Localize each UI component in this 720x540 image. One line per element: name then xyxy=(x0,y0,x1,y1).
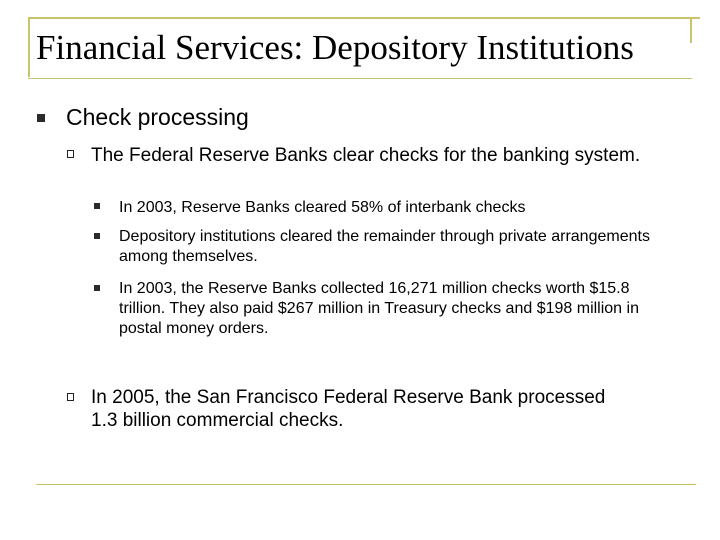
level3-square-bullet-icon xyxy=(94,285,100,291)
bullet-federal-reserve-clear-checks: The Federal Reserve Banks clear checks for the banking system. xyxy=(91,145,641,166)
slide-title: Financial Services: Depository Institutions xyxy=(36,28,634,67)
bullet-2003-collected-checks: In 2003, the Reserve Banks collected 16,271 million checks worth $15.8 trillion. They also paid $267 million in Treasury checks and $198 million in postal money orders. xyxy=(119,280,639,337)
slide-frame-right-rule xyxy=(690,17,692,43)
slide-frame-left-rule xyxy=(28,17,30,77)
level2-hollow-square-bullet-icon xyxy=(67,150,74,158)
level2-hollow-square-bullet-icon xyxy=(67,393,74,401)
bullet-2003-cleared-58-percent: In 2003, Reserve Banks cleared 58% of interbank checks xyxy=(119,199,526,216)
bullet-depository-cleared-remainder: Depository institutions cleared the remainder through private arrangements among themselves. xyxy=(119,228,650,265)
footer-rule xyxy=(36,484,696,485)
level3-square-bullet-icon xyxy=(94,203,100,209)
level3-square-bullet-icon xyxy=(94,233,100,239)
slide-frame-top-rule xyxy=(28,17,700,19)
title-underline-rule xyxy=(28,78,692,79)
level1-square-bullet-icon xyxy=(37,114,45,122)
bullet-check-processing: Check processing xyxy=(66,104,249,130)
bullet-2005-san-francisco: In 2005, the San Francisco Federal Reserve Bank processed 1.3 billion commercial checks. xyxy=(91,387,606,431)
